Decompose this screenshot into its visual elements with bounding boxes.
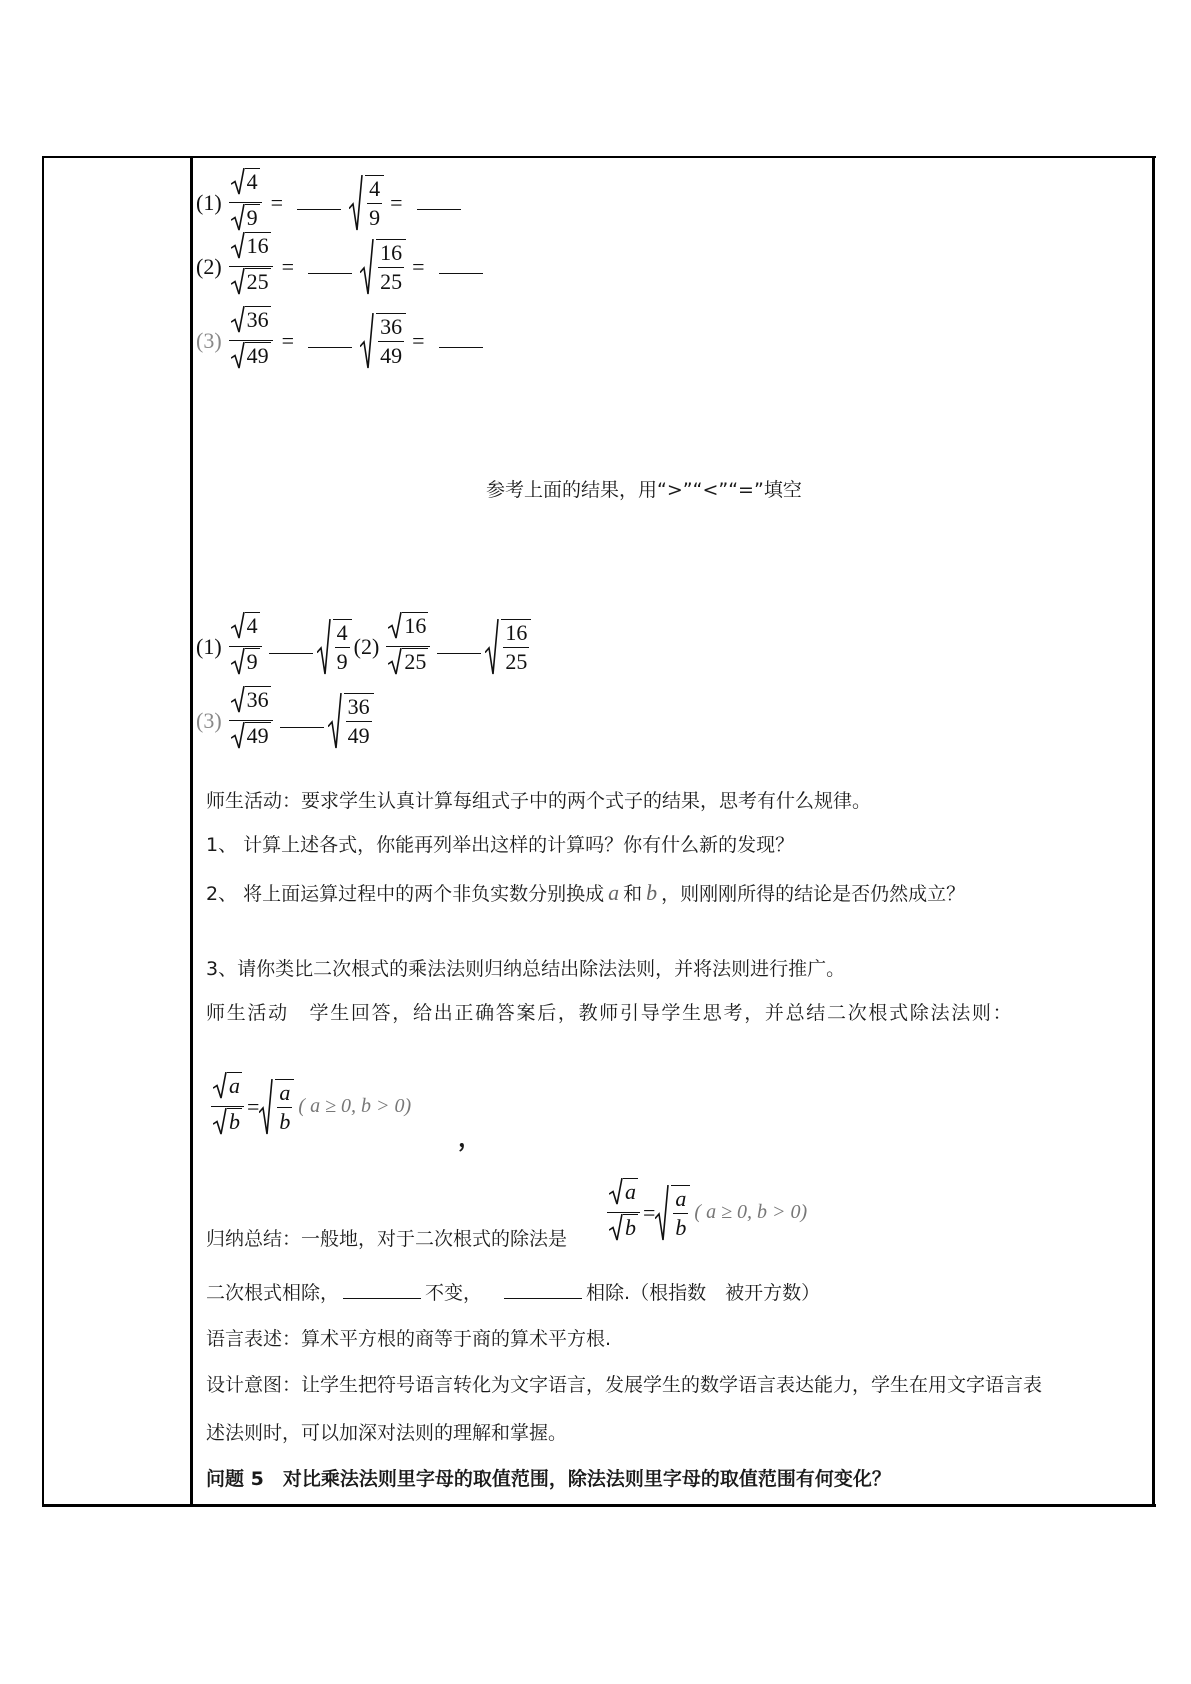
summary-formula: $\frac{a}{b}$ = $\frac{a}{b}$ ( a ≥ 0, b > 0) bbox=[604, 1178, 807, 1247]
division-rule-formula: $\frac{a}{b}$ = $\frac{a}{b}$ ( a ≥ 0, b > 0) bbox=[208, 1072, 411, 1141]
sqrt-of-fraction: $\frac{36}{49}$ bbox=[360, 313, 406, 369]
answer-blank[interactable] bbox=[439, 333, 483, 348]
sqrt-fraction: $\frac{36}{49}$ bbox=[229, 306, 273, 375]
language-statement: 语言表述：算术平方根的商等于商的算术平方根. bbox=[206, 1328, 612, 1350]
question-3: 3、请你类比二次根式的乘法法则归纳总结出除法法则，并将法则进行推广。 bbox=[206, 958, 846, 980]
compare-blank[interactable] bbox=[437, 639, 481, 654]
sqrt-fraction: $\frac{a}{b}$ bbox=[607, 1178, 640, 1247]
answer-blank[interactable] bbox=[308, 259, 352, 274]
design-intent-line-2: 述法则时，可以加深对法则的理解和掌握。 bbox=[206, 1422, 568, 1444]
question-1: 1、 计算上述各式，你能再列举出这样的计算吗？你有什么新的发现？ bbox=[206, 834, 795, 856]
sqrt-of-fraction: $\frac{a}{b}$ bbox=[259, 1079, 294, 1135]
question-2: 2、 将上面运算过程中的两个非负实数分别换成 a 和 b ，则刚刚所得的结论是否仍然成立？ bbox=[206, 880, 966, 905]
sqrt-fraction: $\frac{a}{b}$ bbox=[211, 1072, 244, 1141]
fill-blank-1[interactable] bbox=[343, 1280, 421, 1299]
sqrt-fraction: $\frac{4}{9}$ bbox=[229, 168, 262, 237]
comma-mark: ， bbox=[458, 1124, 482, 1152]
table-column-divider bbox=[190, 156, 193, 1506]
sqrt-of-fraction: $\frac{a}{b}$ bbox=[655, 1185, 690, 1241]
design-intent-line-1: 设计意图：让学生把符号语言转化为文字语言，发展学生的数学语言表达能力，学生在用文字语言表 bbox=[206, 1374, 1043, 1396]
fill-in-line: 二次根式相除， 不变， 相除.（根指数 被开方数） bbox=[206, 1282, 821, 1304]
answer-blank[interactable] bbox=[417, 195, 461, 210]
question-5: 问题 5 对比乘法法则里字母的取值范围，除法法则里字母的取值范围有何变化？ bbox=[206, 1468, 891, 1490]
answer-blank[interactable] bbox=[297, 195, 341, 210]
answer-blank[interactable] bbox=[439, 259, 483, 274]
table-top-border bbox=[42, 156, 1156, 158]
activity-answer: 师生活动 学生回答，给出正确答案后，教师引导学生思考，并总结二次根式除法法则： bbox=[206, 1002, 1014, 1024]
instruction-text: 参考上面的结果，用“>”“<”“=”填空 bbox=[486, 479, 802, 501]
sqrt-fraction: $\frac{4}{9}$ bbox=[229, 612, 262, 681]
fill-blank-2[interactable] bbox=[504, 1280, 582, 1299]
answer-blank[interactable] bbox=[308, 333, 352, 348]
sqrt-of-fraction: $\frac{4}{9}$ bbox=[349, 175, 384, 231]
table-bottom-border bbox=[42, 1504, 1156, 1507]
sqrt-fraction: $\frac{16}{25}$ bbox=[386, 612, 430, 681]
sqrt-fraction: $\frac{16}{25}$ bbox=[229, 232, 273, 301]
sqrt-of-fraction: $\frac{16}{25}$ bbox=[360, 239, 406, 295]
compare-blank[interactable] bbox=[280, 713, 324, 728]
exercise2-row-2: (3) $\frac{36}{49}$ $\frac{36}{49}$ bbox=[196, 686, 374, 755]
table-left-border bbox=[42, 156, 44, 1506]
exercise1-row-1: (1) $\frac{4}{9}$ = $\frac{4}{9}$ = bbox=[196, 168, 469, 237]
sqrt-of-fraction: $\frac{36}{49}$ bbox=[328, 693, 374, 749]
exercise2-row-1: (1) $\frac{4}{9}$ $\frac{4}{9}$ (2) $\frac{16}{25}$ $\frac{16}{25}$ bbox=[196, 612, 531, 681]
sqrt-of-fraction: $\frac{16}{25}$ bbox=[485, 619, 531, 675]
activity-intro: 师生活动：要求学生认真计算每组式子中的两个式子的结果，思考有什么规律。 bbox=[206, 790, 872, 812]
sqrt-of-fraction: $\frac{4}{9}$ bbox=[317, 619, 352, 675]
compare-blank[interactable] bbox=[269, 639, 313, 654]
exercise1-row-3: (3) $\frac{36}{49}$ = $\frac{36}{49}$ = bbox=[196, 306, 491, 375]
summary-label: 归纳总结：一般地，对于二次根式的除法是 bbox=[206, 1228, 568, 1250]
exercise1-row-2: (2) $\frac{16}{25}$ = $\frac{16}{25}$ = bbox=[196, 232, 491, 301]
sqrt-fraction: $\frac{36}{49}$ bbox=[229, 686, 273, 755]
table-right-border bbox=[1152, 156, 1155, 1506]
